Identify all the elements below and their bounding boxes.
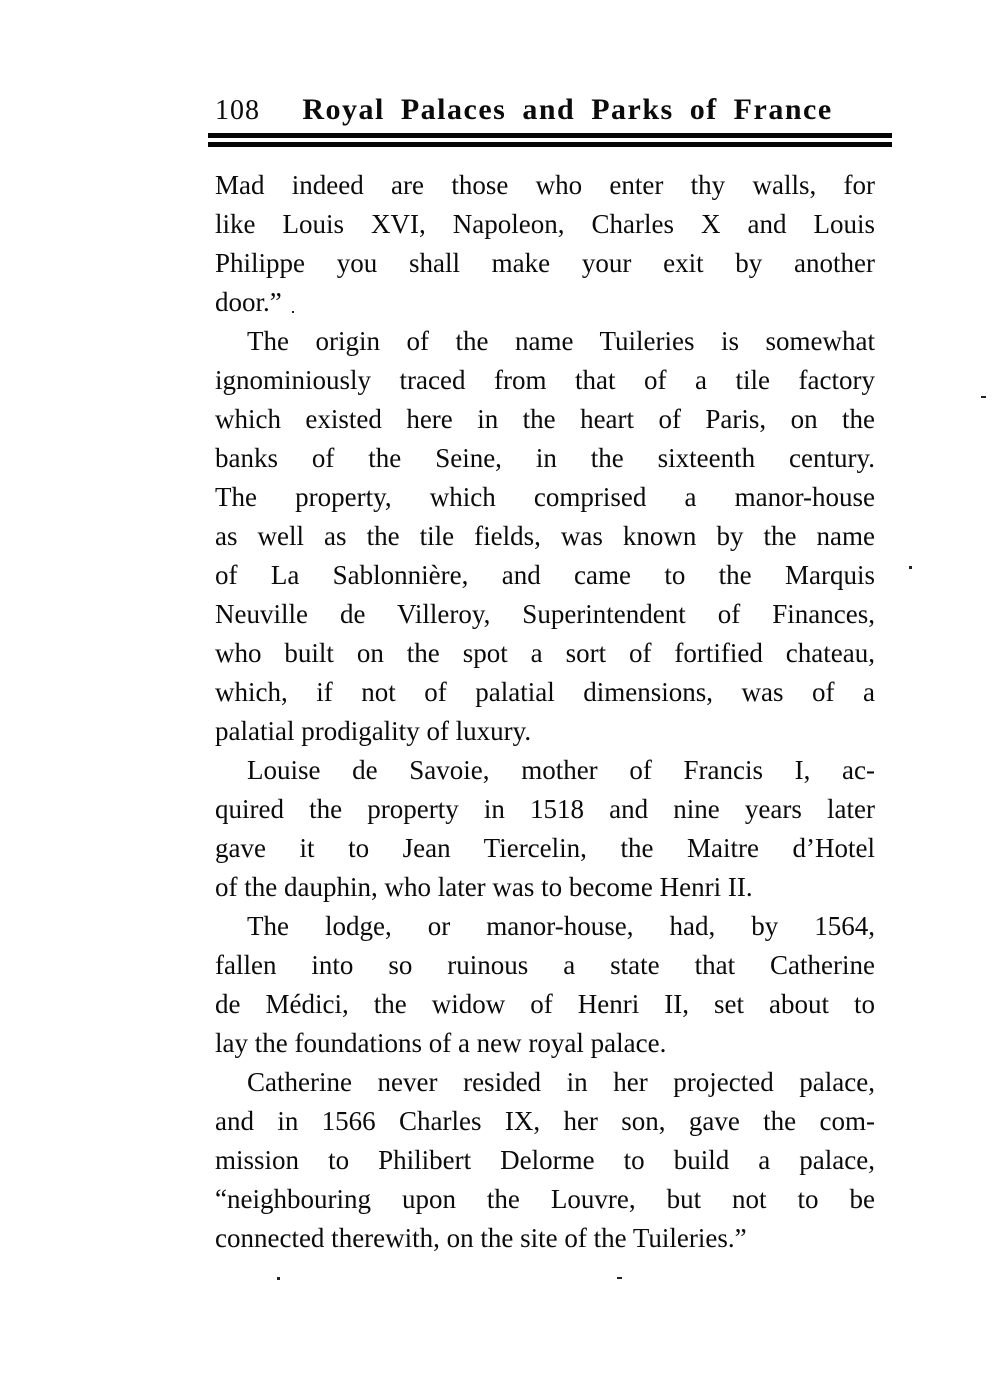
text-line: door.” (215, 287, 282, 317)
text-line: like Louis XVI, Napoleon, Charles X and Louis (215, 209, 875, 239)
text-line: Mad indeed are those who enter thy walls, for (215, 170, 875, 200)
text-line: which existed here in the heart of Paris, on the (215, 404, 875, 434)
text-line: The lodge, or manor-house, had, by 1564, (247, 911, 875, 941)
text-line: “neighbouring upon the Louvre, but not to be (215, 1184, 875, 1214)
text-line: Louise de Savoie, mother of Francis I, ac- (247, 755, 875, 785)
paragraph (215, 751, 875, 907)
paragraph (215, 907, 875, 1063)
text-line: quired the property in 1518 and nine years later (215, 794, 875, 824)
text-line: banks of the Seine, in the sixteenth century. (215, 443, 875, 473)
scan-speck (981, 396, 986, 398)
page-number: 108 (215, 95, 260, 126)
text-line: Philippe you shall make your exit by another (215, 248, 875, 278)
paragraph (215, 322, 875, 751)
text-line: lay the foundations of a new royal palace. (215, 1028, 667, 1058)
text-line: Catherine never resided in her projected palace, (247, 1067, 875, 1097)
paragraph (215, 1063, 875, 1258)
text-line: palatial prodigality of luxury. (215, 716, 532, 746)
scan-speck (617, 1277, 622, 1279)
body-text (215, 166, 875, 1258)
scan-speck (909, 566, 912, 569)
text-line: and in 1566 Charles IX, her son, gave the com- (215, 1106, 875, 1136)
text-line: fallen into so ruinous a state that Catherine (215, 950, 875, 980)
text-line: The property, which comprised a manor-house (215, 482, 875, 512)
text-line: as well as the tile fields, was known by the name (215, 521, 875, 551)
paragraph (215, 166, 875, 322)
scan-speck (292, 311, 294, 313)
text-line: of the dauphin, who later was to become Henri II. (215, 872, 753, 902)
scan-speck (277, 1277, 280, 1280)
page-header (215, 93, 875, 128)
text-line: of La Sablonnière, and came to the Marquis (215, 560, 875, 590)
page-content (215, 93, 875, 1258)
text-line: which, if not of palatial dimensions, was of a (215, 677, 875, 707)
text-line: who built on the spot a sort of fortified chateau, (215, 638, 875, 668)
text-line: connected therewith, on the site of the Tuileries.” (215, 1223, 747, 1253)
text-line: de Médici, the widow of Henri II, set about to (215, 989, 875, 1019)
header-rule (208, 133, 892, 147)
text-line: The origin of the name Tuileries is somewhat (247, 326, 875, 356)
running-title: Royal Palaces and Parks of France (302, 93, 833, 126)
text-line: ignominiously traced from that of a tile factory (215, 365, 875, 395)
text-line: mission to Philibert Delorme to build a palace, (215, 1145, 875, 1175)
text-line: gave it to Jean Tiercelin, the Maitre d’Hotel (215, 833, 875, 863)
text-line: Neuville de Villeroy, Superintendent of Finances, (215, 599, 875, 629)
